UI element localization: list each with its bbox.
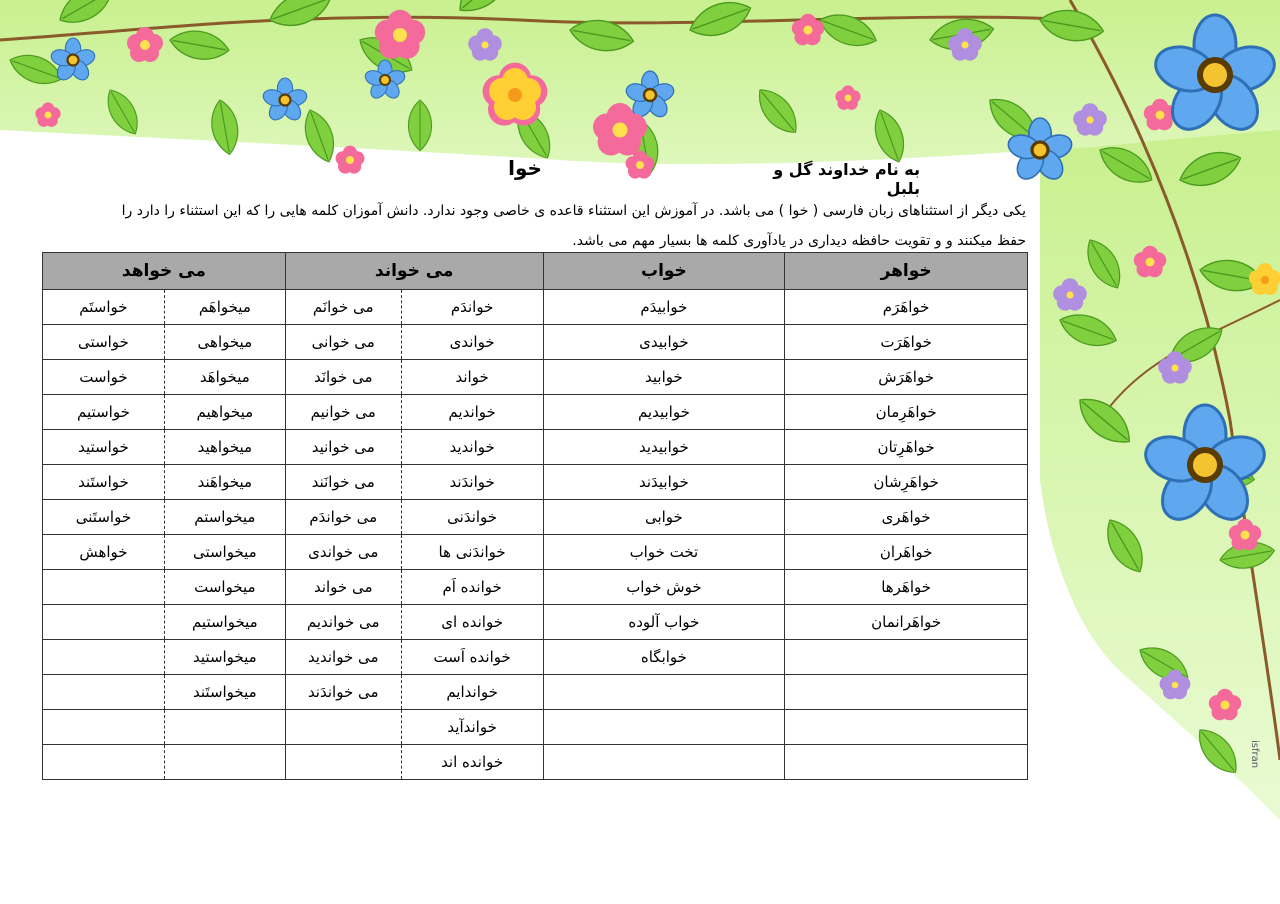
- cell-khastan-present: میخواهید: [164, 430, 285, 465]
- cell-khastan-past: [43, 745, 165, 780]
- cell-khandan-present: می خواند: [285, 570, 401, 605]
- cell-khab: خوابی: [543, 500, 785, 535]
- table-row: [43, 290, 1028, 325]
- cell-khastan-past: [43, 570, 165, 605]
- cell-khandan-past: خواند: [401, 360, 543, 395]
- cell-khastan-present: میخواهَم: [164, 290, 285, 325]
- cell-khandan-past: خوانده اند: [401, 745, 543, 780]
- cell-khandan-past: خوانده ای: [401, 605, 543, 640]
- cell-khastan-past: خواهش: [43, 535, 165, 570]
- cell-khab: خوش خواب: [543, 570, 785, 605]
- header-mikhanad: می خواند: [285, 253, 543, 290]
- table-header-row: [43, 253, 1028, 290]
- cell-khandan-present: می خوانید: [285, 430, 401, 465]
- basmala-heading: به نام خداوند گل و بلبل: [773, 160, 920, 198]
- cell-khab: خواب آلوده: [543, 605, 785, 640]
- cell-khastan-past: خواستید: [43, 430, 165, 465]
- cell-khandan-past: خواندایم: [401, 675, 543, 710]
- table-row: [43, 605, 1028, 640]
- cell-khastan-present: میخواست: [164, 570, 285, 605]
- cell-khandan-past: خواندیم: [401, 395, 543, 430]
- cell-khandan-present: [285, 710, 401, 745]
- cell-khastan-past: خواست: [43, 360, 165, 395]
- table-row: [43, 395, 1028, 430]
- cell-khab: خوابید: [543, 360, 785, 395]
- cell-khahar: خواهَرها: [785, 570, 1028, 605]
- cell-khandan-past: خواندی: [401, 325, 543, 360]
- cell-khahar: [785, 675, 1028, 710]
- table-body: [43, 290, 1028, 780]
- cell-khandan-present: [285, 745, 401, 780]
- cell-khandan-present: می خوانَد: [285, 360, 401, 395]
- cell-khahar: خواهَرِمان: [785, 395, 1028, 430]
- cell-khandan-present: می خواندَم: [285, 500, 401, 535]
- cell-khahar: [785, 710, 1028, 745]
- table-row: [43, 500, 1028, 535]
- cell-khastan-past: [43, 605, 165, 640]
- page-title: خوا: [508, 156, 542, 180]
- cell-khastan-present: میخواهیم: [164, 395, 285, 430]
- cell-khandan-present: می خوانی: [285, 325, 401, 360]
- cell-khab: [543, 745, 785, 780]
- cell-khastan-past: [43, 675, 165, 710]
- cell-khab: خوابیدَم: [543, 290, 785, 325]
- cell-khab: خوابیدی: [543, 325, 785, 360]
- cell-khab: خوابگاه: [543, 640, 785, 675]
- watermark: isfran: [1249, 740, 1260, 769]
- cell-khandan-present: می خواندَند: [285, 675, 401, 710]
- cell-khandan-present: می خواندی: [285, 535, 401, 570]
- cell-khahar: [785, 745, 1028, 780]
- table-row: [43, 640, 1028, 675]
- header-khab: خواب: [543, 253, 785, 290]
- intro-paragraph: یکی دیگر از استثناهای زبان فارسی ( خوا ) می باشد. در آموزش این استثناء قاعده ی خاصی وجود ندارد. دانش آموزان کلمه هایی را که این استثناء را دارد را حفظ میکنند و و تقویت حافظه دیداری در یادآوری کلمه ها بسیار مهم می باشد.: [121, 203, 1026, 249]
- table-row: [43, 535, 1028, 570]
- table-row: [43, 360, 1028, 395]
- cell-khandan-past: خواندید: [401, 430, 543, 465]
- cell-khandan-present: می خوانیم: [285, 395, 401, 430]
- cell-khastan-present: میخواهی: [164, 325, 285, 360]
- cell-khastan-past: [43, 710, 165, 745]
- cell-khastan-present: میخواستم: [164, 500, 285, 535]
- header-mikhahad: می خواهد: [43, 253, 286, 290]
- cell-khastan-past: خواستیم: [43, 395, 165, 430]
- cell-khahar: خواهَری: [785, 500, 1028, 535]
- cell-khandan-past: خواندَنی ها: [401, 535, 543, 570]
- cell-khastan-past: خواستی: [43, 325, 165, 360]
- cell-khastan-present: [164, 745, 285, 780]
- cell-khandan-past: خواندَم: [401, 290, 543, 325]
- table-row: [43, 465, 1028, 500]
- cell-khandan-past: خواندَند: [401, 465, 543, 500]
- table-row: [43, 710, 1028, 745]
- table-row: [43, 675, 1028, 710]
- cell-khahar: خواهَران: [785, 535, 1028, 570]
- table-row: [43, 325, 1028, 360]
- cell-khandan-past: خوانده اَم: [401, 570, 543, 605]
- table-row: [43, 570, 1028, 605]
- cell-khahar: خواهَرَم: [785, 290, 1028, 325]
- cell-khab: خوابیدید: [543, 430, 785, 465]
- cell-khandan-present: می خواندید: [285, 640, 401, 675]
- cell-khastan-present: میخواستیم: [164, 605, 285, 640]
- cell-khastan-present: میخواستی: [164, 535, 285, 570]
- cell-khahar: خواهَرِشان: [785, 465, 1028, 500]
- cell-khastan-present: میخواستَند: [164, 675, 285, 710]
- cell-khastan-past: [43, 640, 165, 675]
- cell-khastan-present: میخواهَند: [164, 465, 285, 500]
- words-table: [42, 252, 1028, 780]
- table-row: [43, 745, 1028, 780]
- cell-khastan-past: خواستَم: [43, 290, 165, 325]
- table-row: [43, 430, 1028, 465]
- cell-khahar: خواهَرَت: [785, 325, 1028, 360]
- cell-khandan-past: خواندَنی: [401, 500, 543, 535]
- header-khahar: خواهر: [785, 253, 1028, 290]
- cell-khab: خوابیدَند: [543, 465, 785, 500]
- cell-khandan-present: می خوانَم: [285, 290, 401, 325]
- cell-khastan-present: [164, 710, 285, 745]
- cell-khastan-past: خواستَند: [43, 465, 165, 500]
- cell-khastan-present: میخواهَد: [164, 360, 285, 395]
- cell-khandan-present: می خوانَند: [285, 465, 401, 500]
- cell-khastan-present: میخواستید: [164, 640, 285, 675]
- cell-khahar: خواهَرِتان: [785, 430, 1028, 465]
- cell-khandan-present: می خواندیم: [285, 605, 401, 640]
- cell-khandan-past: خوانده اَست: [401, 640, 543, 675]
- cell-khandan-past: خواندآید: [401, 710, 543, 745]
- cell-khastan-past: خواستَنی: [43, 500, 165, 535]
- cell-khab: [543, 710, 785, 745]
- cell-khab: [543, 675, 785, 710]
- cell-khab: خوابیدیم: [543, 395, 785, 430]
- cell-khahar: خواهَرانمان: [785, 605, 1028, 640]
- cell-khab: تخت خواب: [543, 535, 785, 570]
- cell-khahar: [785, 640, 1028, 675]
- cell-khahar: خواهَرَش: [785, 360, 1028, 395]
